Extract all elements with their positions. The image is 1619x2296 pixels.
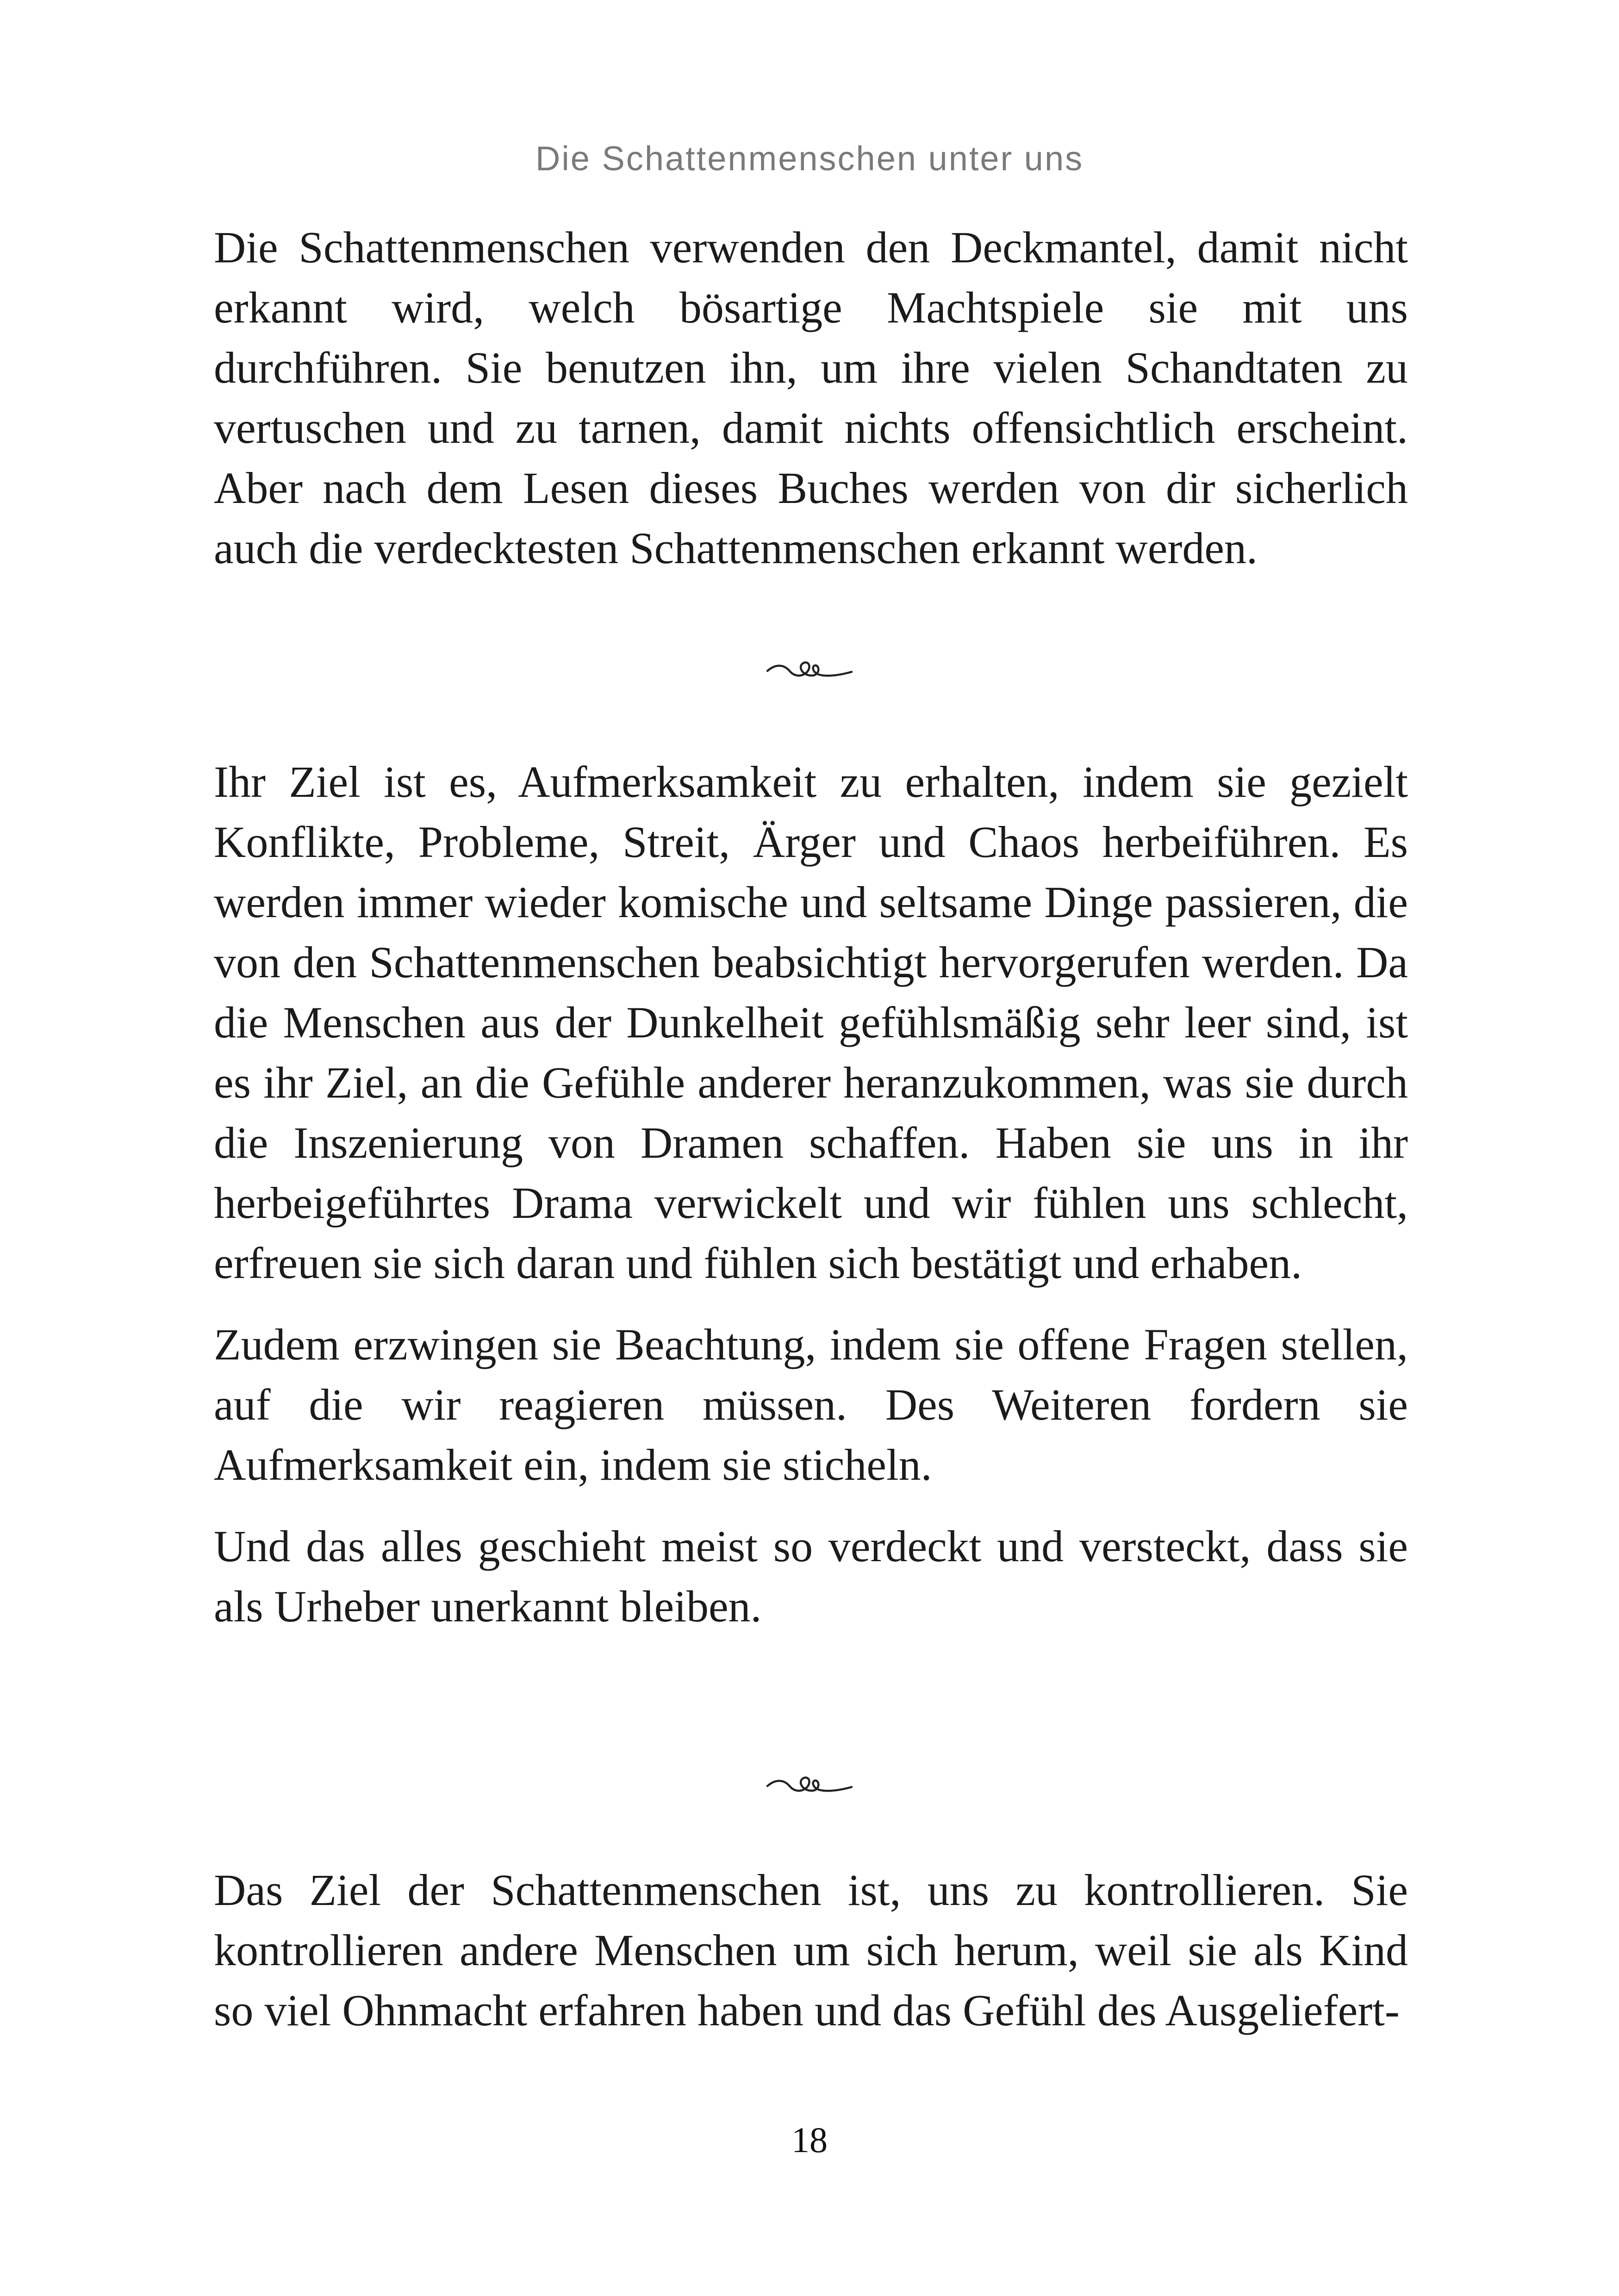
paragraph: Das Ziel der Schattenmenschen ist, uns zu kontrollieren. Sie kontrollieren andere Menschen um sich herum, weil sie als Kind so viel Ohnmacht erfahren haben und das Gefühl des Ausgeliefert- <box>214 1865 1408 2035</box>
paragraph: Die Schattenmenschen verwenden den Deckmantel, damit nicht erkannt wird, welch bösartige Machtspiele sie mit uns durchführen. Sie benutzen ihn, um ihre vielen Schandtaten zu vertuschen und zu tarnen, damit nichts offensichtlich erscheint. Aber nach dem Lesen dieses Buches werden von dir sicherlich auch die verdecktesten Schattenmenschen erkannt werden. <box>214 223 1408 573</box>
flourish-ornament-icon <box>766 652 853 685</box>
paragraph: Ihr Ziel ist es, Aufmerksamkeit zu erhalten, indem sie gezielt Konflikte, Probleme, Streit, Ärger und Chaos herbeiführen. Es werden immer wieder komische und seltsame Dinge passieren, die von den Schattenmenschen beabsichtigt hervorgerufen werden. Da die Menschen aus der Dunkelheit gefühlsmäßig sehr leer sind, ist es ihr Ziel, an die Gefühle anderer heranzukommen, was sie durch die Inszenierung von Dramen schaffen. Haben sie uns in ihr herbeigeführtes Drama verwickelt und wir fühlen uns schlecht, erfreuen sie sich daran und fühlen sich bestätigt und erhaben. <box>214 757 1408 1288</box>
paragraph: Zudem erzwingen sie Beachtung, indem sie offene Fragen stellen, auf die wir reagieren müssen. Des Weiteren fordern sie Aufmerksamkeit ein, indem sie sticheln. <box>214 1320 1408 1489</box>
running-header: Die Schattenmenschen unter uns <box>535 139 1084 178</box>
paragraph: Und das alles geschieht meist so verdeckt und versteckt, dass sie als Urheber unerkannt bleiben. <box>214 1521 1408 1631</box>
flourish-ornament-icon <box>766 1768 853 1800</box>
page-number: 18 <box>791 2120 828 2160</box>
text-section-1 <box>214 217 1408 578</box>
text-section-3 <box>214 1860 1408 2041</box>
text-section-2 <box>214 752 1408 1637</box>
